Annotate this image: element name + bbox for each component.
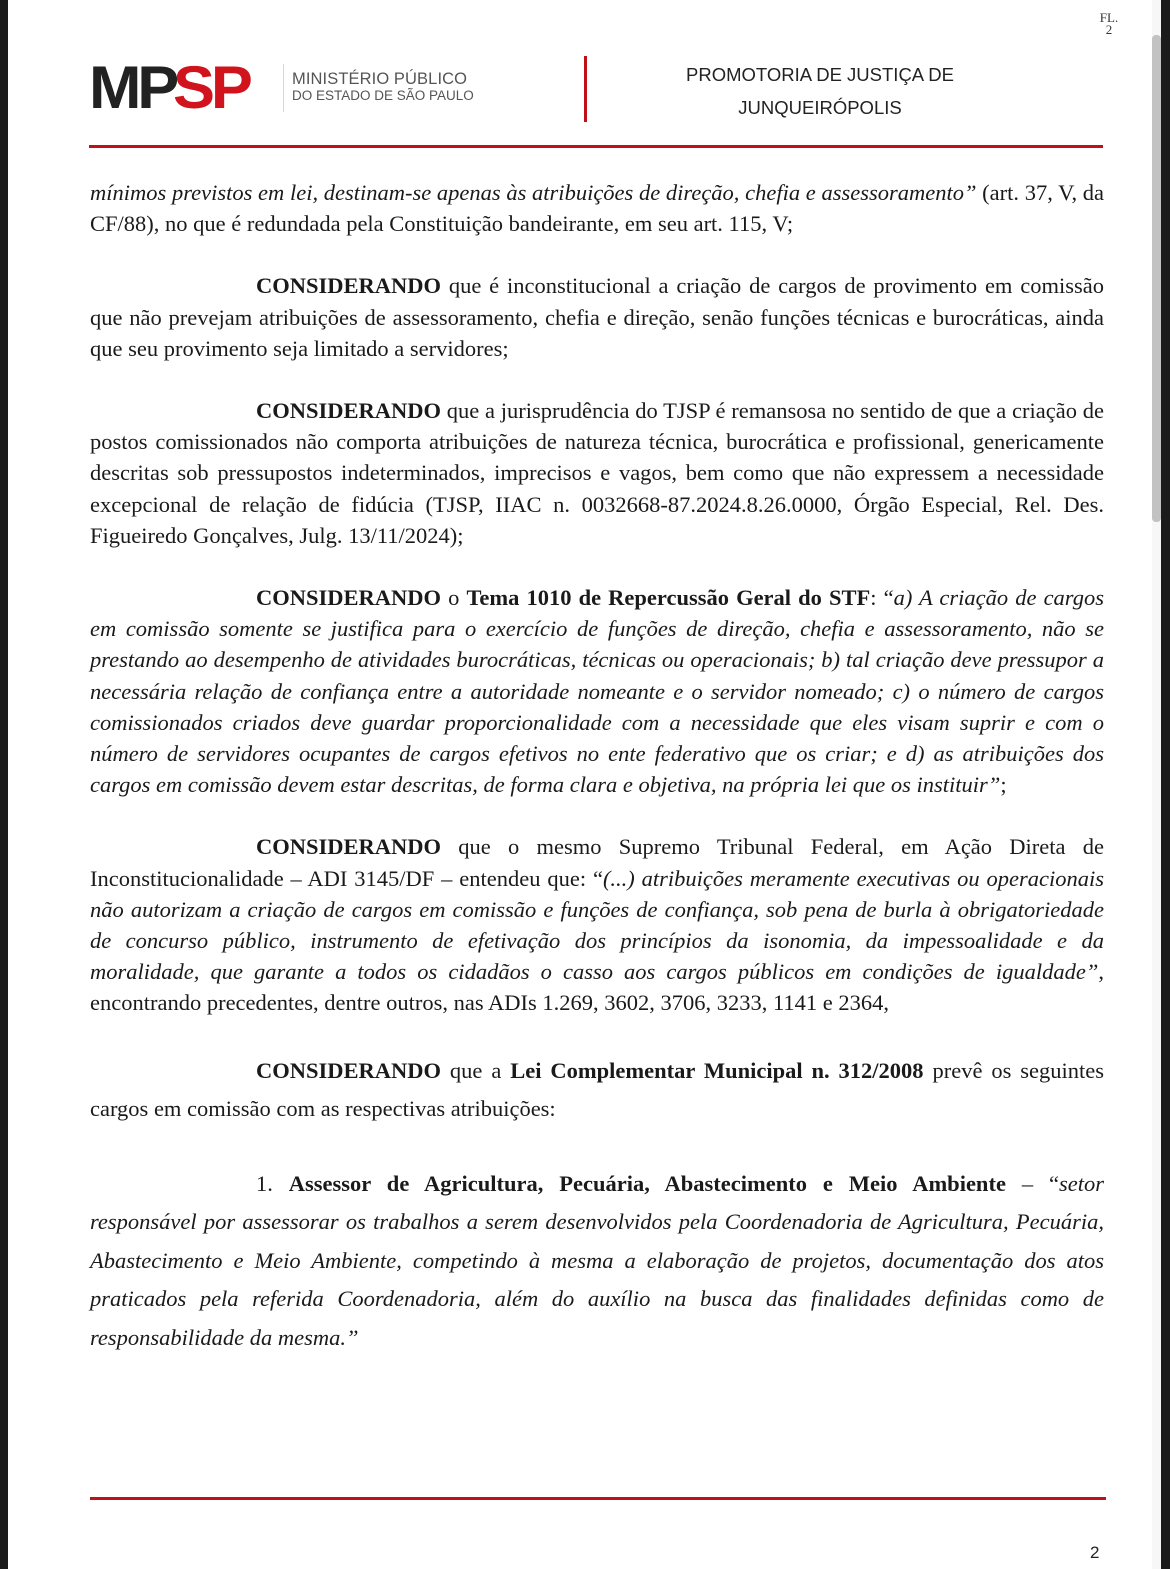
connector-text: o [441,585,467,611]
law-reference: Lei Complementar Municipal n. 312/2008 [510,1057,924,1083]
mpsp-logo [89,54,474,121]
cargo-title: Assessor de Agricultura, Pecuária, Abastecimento e Meio Ambiente [288,1170,1006,1196]
office-line-2: JUNQUEIRÓPOLIS [738,97,902,118]
paragraph-text: que é inconstitucional a criação de cargos de provimento em comissão que não prevejam atribuições de assessoramento, chefia e direção, senão funções técnicas e burocráticas, ainda que seu provimento seja limitado a servidores; [90,273,1104,361]
paragraph-text: prevê os seguintes cargos em comissão com as respectivas atribuições: [90,1057,1104,1122]
logo-line-1: MINISTÉRIO PÚBLICO [292,70,468,88]
list-number: 1. [256,1170,289,1196]
paragraph-text: que a [441,1057,511,1083]
logo-line-2: DO ESTADO DE SÃO PAULO [292,88,474,103]
viewer-left-edge [0,0,8,1569]
considerando-lead: CONSIDERANDO [256,585,442,611]
considerando-lead: CONSIDERANDO [256,1057,442,1083]
paragraph-text: que a jurisprudência do TJSP é remansosa no sentido de que a criação de postos comissionados não comporta atribuições de natureza técnica, burocrática e profissional, genericamente descritas sob pressupostos indeterminados, imprecisos e vagos, bem como que não expressem a necessidade excepcional de relação de fidúcia (TJSP, IIAC n. 0032668-87.2024.8.26.0000, Órgão Especial, Rel. Des. Figueiredo Gonçalves, Julg. 13/11/2024); [90,398,1104,548]
quote-text: mínimos previstos em lei, destinam-se apenas às atribuições de direção, chefia e assessoramento” [90,180,977,205]
considerando-lead: CONSIDERANDO [256,398,442,424]
footer-rule [90,1497,1106,1500]
quote-text: (...) atribuições meramente executivas ou operacionais não autorizam a criação de cargos em comissão e funções de confiança, sob pena de burla à obrigatoriedade de concurso público, instrumento de efetivação dos princípios da isonomia, da impessoalidade e da moralidade, que garante a todos os cidadãos o casso aos cargos públicos em condições de igualdade” [90,865,1104,985]
list-item-1 [90,1165,1104,1358]
paragraph-considerando-1 [90,270,1104,364]
paragraph-text: que o mesmo Supremo Tribunal Federal, em Ação Direta de Inconstitucionalidade – ADI 3145/DF – entendeu que: “ [90,834,1104,891]
folio-number: 2 [1105,22,1113,37]
punctuation: : “ [870,585,894,611]
scrollbar-thumb[interactable] [1152,35,1161,522]
quote-text: setor responsável por assessorar os trabalhos a serem desenvolvidos pela Coordenadoria de Agricultura, Pecuária, Abastecimento e Meio Ambiente, competindo à mesma a elaboração de projetos, documentação dos atos praticados pela referida Coordenadoria, além do auxílio na busca das finalidades definidas como de responsabilidade da mesma.” [90,1170,1105,1350]
document-body [90,177,1104,1357]
paragraph-considerando-3 [90,582,1104,800]
punctuation: – “ [1005,1170,1060,1196]
considerando-lead: CONSIDERANDO [256,273,442,299]
page-number: 2 [1090,1543,1100,1562]
paragraph-considerando-5 [90,1052,1104,1129]
office-name [620,58,1020,124]
paragraph-considerando-2 [90,395,1104,551]
logo-sp: SP [173,54,249,121]
logo-institution-name [292,70,492,104]
viewer-right-edge [1161,0,1170,1569]
header-divider [584,56,587,122]
header-rule [89,145,1103,148]
logo-divider [283,64,284,112]
paragraph-text: (art. 37, V, da CF/88), no que é redundada pela Constituição bandeirante, em seu art. 115, V; [90,180,1104,237]
punctuation: ; [1000,772,1007,798]
paragraph-text: , encontrando precedentes, dentre outros, nas ADIs 1.269, 3602, 3706, 3233, 1141 e 2364, [90,959,1104,1016]
paragraph-considerando-4 [90,831,1104,1018]
tema-reference: Tema 1010 de Repercussão Geral do STF [466,585,871,611]
office-line-1: PROMOTORIA DE JUSTIÇA DE [686,64,954,85]
quote-text: a) A criação de cargos em comissão somente se justifica para o exercício de funções de direção, chefia e assessoramento, não se prestando ao desempenho de atividades burocráticas, técnicas ou operacionais; b) tal criação deve pressupor a necessária relação de confiança entre a autoridade nomeante e o servidor nomeado; c) o número de cargos comissionados criados deve guardar proporcionalidade com a necessidade que eles visam suprir e com o número de servidores ocupantes de cargos efetivos no ente federativo que os criar; e d) as atribuições dos cargos em comissão devem estar descritas, de forma clara e objetiva, na própria lei que os instituir” [90,585,1104,798]
considerando-lead: CONSIDERANDO [256,834,442,860]
folio-label: FL. [1099,10,1119,25]
logo-mp: MP [89,54,176,121]
paragraph-continuation [90,177,1104,239]
folio-stamp [1094,12,1124,36]
